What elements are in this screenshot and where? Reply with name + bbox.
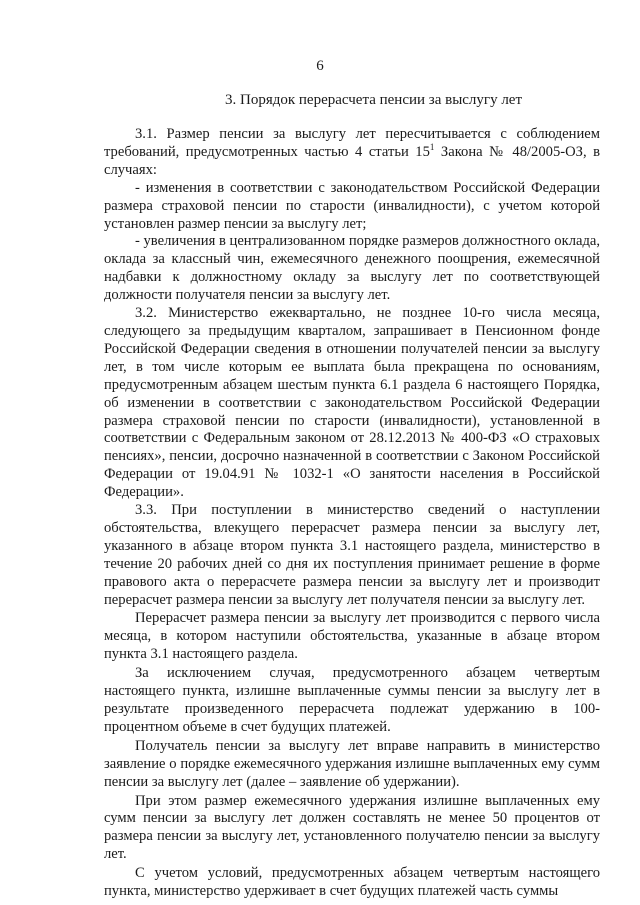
paragraph-overpayment-withholding: За исключением случая, предусмотренного абзацем четвертым настоящего пункта, излишне выплаченные суммы пенсии за выслугу лет в результате произведенного перерасчета подлежат удержанию в 100-процентном объеме в счет будущих платежей.: [104, 665, 600, 735]
section-heading: 3. Порядок перерасчета пенсии за выслугу лет: [225, 92, 523, 108]
paragraph-3-3: 3.3. При поступлении в министерство сведений о наступлении обстоятельства, влекущего перерасчет размера пенсии за выслугу лет, указанного в абзаце втором пункта 3.1 настоящего раздела, министерство в течение 20 рабочих дней со дня их поступления принимает решение в форме правового акта о перерасчете размера пенсии за выслугу лет и производит перерасчет размера пенсии за выслугу лет получателя пенсии за выслугу лет.: [104, 502, 600, 608]
page-number: 6: [316, 58, 324, 74]
paragraph-future-payments: С учетом условий, предусмотренных абзацем четвертым настоящего пункта, министерство удерживает в счет будущих платежей часть суммы: [104, 865, 600, 900]
paragraph-withholding-application: Получатель пенсии за выслугу лет вправе направить в министерство заявление о порядке ежемесячного удержания излишне выплаченных ему сумм пенсии за выслугу лет (далее – заявление об удержании).: [104, 737, 600, 790]
paragraph-3-1-text: 3.1. Размер пенсии за выслугу лет пересчитывается с соблюдением требований, предусмотренных частью 4 статьи 15: [104, 126, 600, 160]
list-item-salary-increase: - увеличения в централизованном порядке размеров должностного оклада, оклада за классный чин, ежемесячного денежного поощрения, ежемесячной надбавки к должностному окладу за выслугу лет по соответствующей должности получателя пенсии за выслугу лет.: [104, 233, 601, 304]
document-body: [104, 126, 600, 901]
paragraph-withholding-amount: При этом размер ежемесячного удержания излишне выплаченных ему сумм пенсии за выслугу лет должен составлять не менее 50 процентов от размера пенсии за выслугу лет, установленного получателю пенсии за выслугу лет.: [104, 792, 600, 863]
superscript-1: 1: [429, 142, 435, 153]
paragraph-3-2: 3.2. Министерство ежеквартально, не позднее 10-го числа месяца, следующего за предыдущим кварталом, запрашивает в Пенсионном фонде Российской Федерации сведения в отношении получателей пенсии за выслугу лет, в том числе которым ее выплата была прекращена по основаниям, предусмотренным абзацем шестым пункта 6.1 раздела 6 настоящего Порядка, об изменении в соответствии с законодательством Российской Федерации размера страховой пенсии по старости (инвалидности), установленной в соответствии с Федеральным законом от 28.12.2013 № 400-ФЗ «О страховых пенсиях», пенсии, досрочно назначенной в соответствии с Законом Российской Федерации от 19.04.91 № 1032-1 «О занятости населения в Российской Федерации».: [104, 305, 600, 501]
paragraph-3-1-text-end: Закона № 48/2005-ОЗ, в случаях:: [104, 143, 600, 178]
list-item-pension-change: - изменения в соответствии с законодательством Российской Федерации размера страховой пенсии по старости (инвалидности), с учетом которой установлен размер пенсии за выслугу лет;: [104, 179, 600, 232]
paragraph-3-1: [104, 126, 600, 180]
paragraph-recalculation-date: Перерасчет размера пенсии за выслугу лет производится с первого числа месяца, в котором наступили обстоятельства, указанные в абзаце втором пункта 3.1 настоящего раздела.: [104, 610, 600, 663]
